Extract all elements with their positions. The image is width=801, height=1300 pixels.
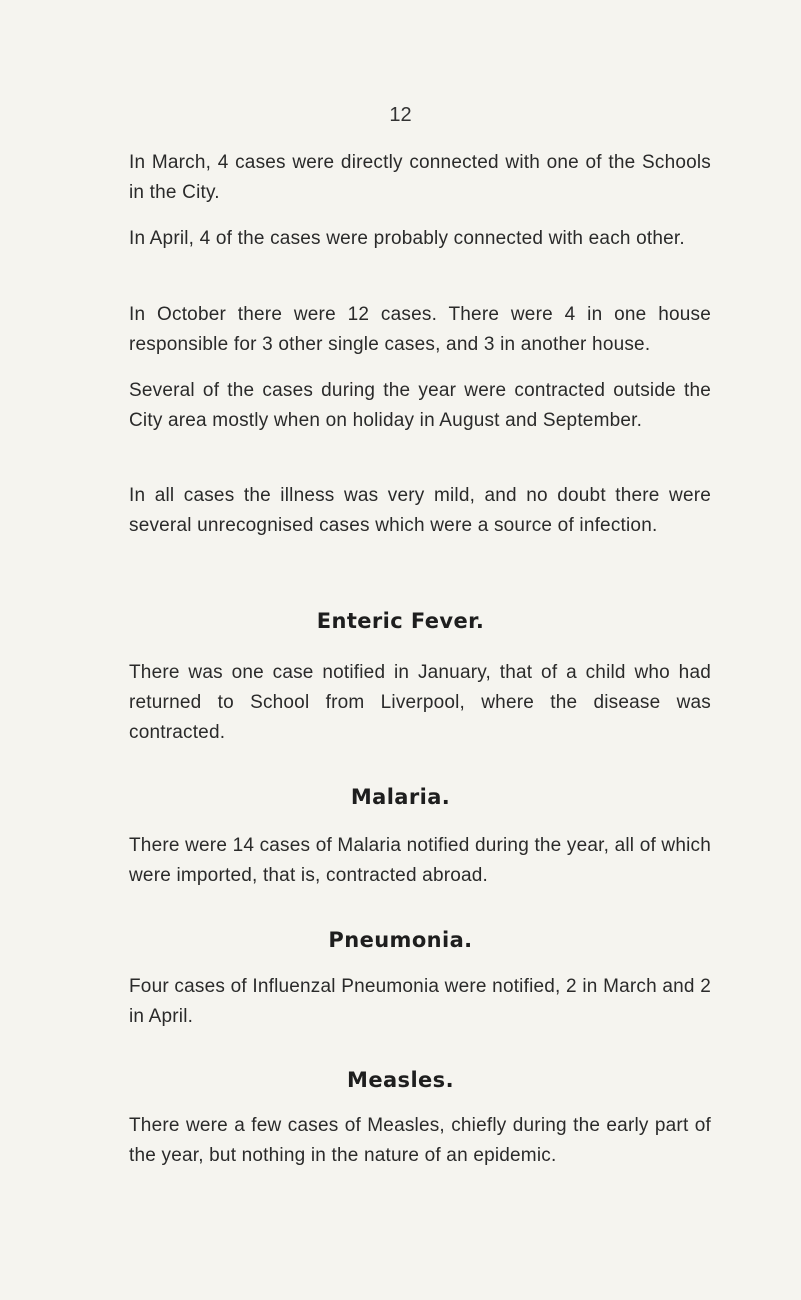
paragraph-march-cases: In March, 4 cases were directly connected with one of the Schools in the City. xyxy=(129,152,711,203)
page-number: 12 xyxy=(389,104,412,126)
heading-measles: Measles. xyxy=(347,1068,454,1092)
paragraph-april-cases: In April, 4 of the cases were probably connected with each other. xyxy=(129,228,685,249)
paragraph-malaria: There were 14 cases of Malaria notified during the year, all of which were imported, that is, contracted abroad. xyxy=(129,835,711,886)
paragraph-mild-illness: In all cases the illness was very mild, and no doubt there were several unrecognised cases which were a source of infection. xyxy=(129,485,711,536)
paragraph-contracted-outside: Several of the cases during the year were contracted outside the City area mostly when on holiday in August and September. xyxy=(129,380,711,431)
paragraph-measles: There were a few cases of Measles, chiefly during the early part of the year, but nothing in the nature of an epidemic. xyxy=(129,1115,711,1166)
heading-malaria: Malaria. xyxy=(350,785,451,809)
heading-enteric-fever: Enteric Fever. xyxy=(316,609,485,633)
heading-pneumonia: Pneumonia. xyxy=(328,928,473,952)
paragraph-enteric-fever: There was one case notified in January, that of a child who had returned to School from Liverpool, where the disease was contracted. xyxy=(129,662,711,743)
paragraph-october-cases: In October there were 12 cases. There were 4 in one house responsible for 3 other single cases, and 3 in another house. xyxy=(129,304,711,355)
paragraph-pneumonia: Four cases of Influenzal Pneumonia were notified, 2 in March and 2 in April. xyxy=(129,976,711,1027)
